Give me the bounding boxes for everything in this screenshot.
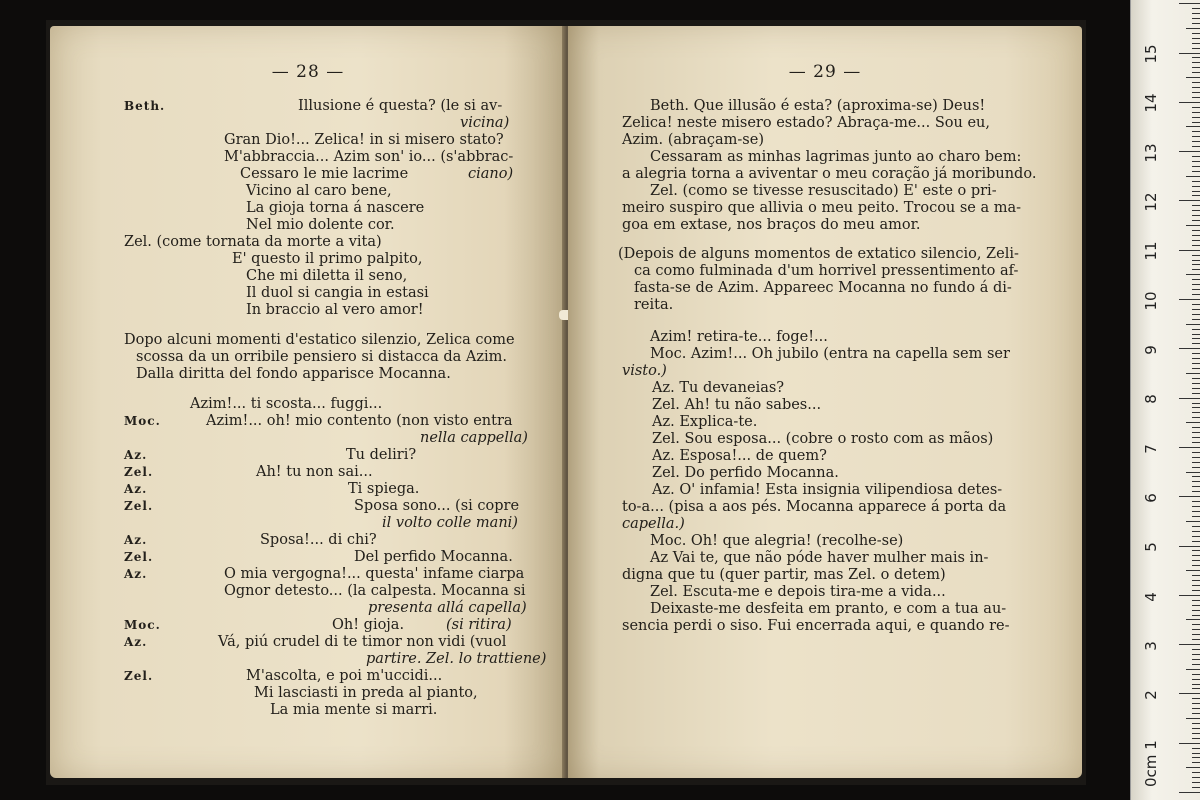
ruler-tick <box>1192 255 1200 256</box>
ruler-tick <box>1192 615 1200 616</box>
ruler-tick <box>1192 314 1200 315</box>
text-line: Zel. Escuta-me e depois tira-me a vida... <box>650 584 946 600</box>
ruler-tick <box>1192 72 1200 73</box>
ruler-tick <box>1186 77 1200 78</box>
text-line: Deixaste-me desfeita em pranto, e com a tua au- <box>650 601 1007 617</box>
ruler-tick <box>1192 146 1200 147</box>
ruler-tick <box>1192 738 1200 739</box>
text-line: Azim. (abraçam-se) <box>622 132 764 148</box>
ruler-tick <box>1192 43 1200 44</box>
ruler-tick <box>1192 659 1200 660</box>
ruler-tick <box>1192 703 1200 704</box>
ruler-tick <box>1192 358 1200 359</box>
ruler-tick <box>1179 398 1200 399</box>
ruler-tick <box>1192 728 1200 729</box>
ruler-tick <box>1192 329 1200 330</box>
ruler-tick <box>1192 733 1200 734</box>
ruler-tick <box>1186 225 1200 226</box>
ruler-tick <box>1192 23 1200 24</box>
ruler-tick <box>1179 546 1200 547</box>
open-book <box>46 20 1086 785</box>
text-line: Mi lasciasti in preda al pianto, <box>254 685 478 701</box>
text-line: Zel. (come tornata da morte a vita) <box>124 234 382 250</box>
text-line: meiro suspiro que allivia o meu peito. Trocou se a ma- <box>622 200 1022 216</box>
ruler-tick <box>1192 762 1200 763</box>
page-number: — 29 — <box>788 62 862 82</box>
ruler-tick <box>1186 619 1200 620</box>
ruler-tick <box>1192 304 1200 305</box>
ruler-tick <box>1192 368 1200 369</box>
ruler-tick <box>1192 664 1200 665</box>
text-line: Cessaro le mie lacrime <box>240 166 409 182</box>
text-line: La mia mente si marri. <box>270 702 438 718</box>
text-line: goa em extase, nos braços do meu amor. <box>622 217 921 233</box>
ruler-tick <box>1192 319 1200 320</box>
ruler-tick <box>1192 161 1200 162</box>
ruler-tick <box>1192 171 1200 172</box>
ruler-tick <box>1179 792 1200 793</box>
stage-direction: partire. Zel. lo trattiene) <box>366 651 547 667</box>
ruler-tick <box>1192 279 1200 280</box>
text-line: Az. Esposa!... de quem? <box>652 448 827 464</box>
ruler-tick <box>1192 181 1200 182</box>
ruler-tick <box>1192 131 1200 132</box>
ruler-tick <box>1192 432 1200 433</box>
ruler-tick <box>1192 486 1200 487</box>
ruler-tick <box>1192 205 1200 206</box>
ruler-tick <box>1192 501 1200 502</box>
ruler-tick <box>1192 585 1200 586</box>
speaker-label: Az. <box>124 567 148 581</box>
ruler-tick <box>1192 343 1200 344</box>
text-line: Az. Explica-te. <box>652 414 758 430</box>
ruler-tick <box>1192 457 1200 458</box>
ruler-number: 11 <box>1142 241 1160 261</box>
ruler-tick <box>1192 38 1200 39</box>
text-line: Beth. Que illusão é esta? (aproxima-se) Deus! <box>650 98 986 114</box>
ruler-tick <box>1192 378 1200 379</box>
ruler-number: 10 <box>1142 291 1160 311</box>
ruler-tick <box>1192 407 1200 408</box>
ruler-tick <box>1192 57 1200 58</box>
ruler-tick <box>1192 8 1200 9</box>
text-line: Ognor detesto... (la calpesta. Mocanna si <box>224 583 526 599</box>
ruler-tick <box>1192 33 1200 34</box>
text-line: Ah! tu non sai... <box>256 464 373 480</box>
ruler-tick <box>1186 669 1200 670</box>
ruler-tick <box>1192 777 1200 778</box>
ruler-tick <box>1186 472 1200 473</box>
ruler-tick <box>1192 195 1200 196</box>
text-line: In braccio al vero amor! <box>246 302 424 318</box>
ruler-number: 4 <box>1142 592 1160 602</box>
ruler-tick <box>1179 151 1200 152</box>
text-line: Az. O' infamia! Esta insignia vilipendiosa detes- <box>652 482 1003 498</box>
ruler-tick <box>1192 220 1200 221</box>
ruler-tick <box>1192 92 1200 93</box>
ruler-tick <box>1192 166 1200 167</box>
ruler-tick <box>1192 713 1200 714</box>
ruler-tick <box>1192 610 1200 611</box>
ruler-number: 8 <box>1142 394 1160 404</box>
ruler-tick <box>1192 412 1200 413</box>
text-line: Vicino al caro bene, <box>246 183 392 199</box>
ruler-tick <box>1179 200 1200 201</box>
ruler-tick <box>1192 481 1200 482</box>
ruler-tick <box>1192 210 1200 211</box>
stage-direction-paragraph: reita. <box>634 297 674 313</box>
ruler-tick <box>1186 422 1200 423</box>
ruler-tick <box>1192 294 1200 295</box>
speaker-label: Zel. <box>124 465 154 479</box>
stage-direction-paragraph: Dalla diritta del fondo apparisce Mocanna. <box>136 366 451 382</box>
ruler-tick <box>1192 437 1200 438</box>
ruler-tick <box>1192 334 1200 335</box>
ruler-tick <box>1192 541 1200 542</box>
ruler-tick <box>1192 442 1200 443</box>
ruler-number: 2 <box>1142 690 1160 700</box>
ruler-unit-label: 0cm <box>1142 754 1160 787</box>
speaker-label: Zel. <box>124 550 154 564</box>
ruler-tick <box>1179 447 1200 448</box>
ruler-tick <box>1192 565 1200 566</box>
ruler-tick <box>1192 748 1200 749</box>
stage-direction: capella.) <box>622 516 685 532</box>
ruler-tick <box>1192 674 1200 675</box>
ruler-tick <box>1192 782 1200 783</box>
ruler-tick <box>1179 743 1200 744</box>
stage-direction-paragraph: ca como fulminada d'um horrivel pressentimento af- <box>634 263 1019 279</box>
ruler-tick <box>1186 274 1200 275</box>
ruler-tick <box>1192 393 1200 394</box>
text-line: Ti spiega. <box>348 481 420 497</box>
text-line: Moc. Oh! que alegria! (recolhe-se) <box>650 533 904 549</box>
ruler-number: 13 <box>1142 143 1160 163</box>
speaker-label: Zel. <box>124 499 154 513</box>
speaker-label: Az. <box>124 533 148 547</box>
ruler-tick <box>1192 684 1200 685</box>
ruler-tick <box>1192 698 1200 699</box>
ruler-tick <box>1192 240 1200 241</box>
ruler-tick <box>1186 126 1200 127</box>
ruler-tick <box>1192 600 1200 601</box>
ruler-tick <box>1192 560 1200 561</box>
ruler-tick <box>1192 639 1200 640</box>
ruler-tick <box>1192 191 1200 192</box>
ruler-tick <box>1192 516 1200 517</box>
ruler-tick <box>1192 476 1200 477</box>
ruler-tick <box>1179 348 1200 349</box>
speaker-label: Zel. <box>124 669 154 683</box>
stage-direction: visto.) <box>622 363 667 379</box>
ruler-number: 12 <box>1142 192 1160 212</box>
ruler-number: 9 <box>1142 345 1160 355</box>
ruler-tick <box>1192 634 1200 635</box>
ruler-tick <box>1186 28 1200 29</box>
stage-direction-paragraph: fasta-se de Azim. Appareec Mocanna no fundo á di- <box>634 280 1012 296</box>
ruler-tick <box>1192 289 1200 290</box>
ruler-tick <box>1186 324 1200 325</box>
ruler-tick <box>1192 467 1200 468</box>
ruler-tick <box>1179 693 1200 694</box>
ruler-tick <box>1192 363 1200 364</box>
text-line: Zel. Sou esposa... (cobre o rosto com as mãos) <box>652 431 994 447</box>
ruler-tick <box>1192 112 1200 113</box>
ruler-tick <box>1192 235 1200 236</box>
text-line: Zel. Ah! tu não sabes... <box>652 397 822 413</box>
ruler-tick <box>1192 284 1200 285</box>
ruler-tick <box>1192 511 1200 512</box>
text-line: Oh! gioja. <box>332 617 405 633</box>
ruler-tick <box>1192 462 1200 463</box>
stage-direction-paragraph: Dopo alcuni momenti d'estatico silenzio, Zelica come <box>124 332 515 348</box>
measuring-ruler <box>1130 0 1200 800</box>
ruler-tick <box>1179 3 1200 4</box>
ruler-tick <box>1192 186 1200 187</box>
ruler-tick <box>1192 654 1200 655</box>
text-line: Moc. Azim!... Oh jubilo (entra na capella sem ser <box>650 346 1010 362</box>
ruler-number: 6 <box>1142 493 1160 503</box>
text-line: O mia vergogna!... questa' infame ciarpa <box>224 566 525 582</box>
text-line: digna que tu (quer partir, mas Zel. o detem) <box>622 567 946 583</box>
text-line: Vá, piú crudel di te timor non vidi (vuol <box>218 634 507 650</box>
speaker-label: Az. <box>124 482 148 496</box>
ruler-tick <box>1192 13 1200 14</box>
ruler-tick <box>1192 136 1200 137</box>
text-line: Azim!... oh! mio contento (non visto entra <box>206 413 513 429</box>
text-line: Zel. (como se tivesse resuscitado) E' este o pri- <box>650 183 997 199</box>
ruler-tick <box>1186 373 1200 374</box>
text-line: Sposa sono... (si copre <box>354 498 520 514</box>
ruler-tick <box>1192 107 1200 108</box>
ruler-tick <box>1192 575 1200 576</box>
text-line: M'ascolta, e poi m'uccidi... <box>246 668 443 684</box>
text-line: Az Vai te, que não póde haver mulher mais in- <box>650 550 989 566</box>
stage-direction: presenta allá capella) <box>368 600 527 616</box>
ruler-tick <box>1192 427 1200 428</box>
ruler-tick <box>1186 767 1200 768</box>
text-line: Az. Tu devaneias? <box>652 380 785 396</box>
stage-direction-paragraph: (Depois de alguns momentos de extatico silencio, Zeli- <box>618 246 1019 262</box>
ruler-tick <box>1192 580 1200 581</box>
ruler-tick <box>1192 353 1200 354</box>
ruler-tick <box>1179 250 1200 251</box>
ruler-tick <box>1192 550 1200 551</box>
ruler-tick <box>1192 18 1200 19</box>
ruler-tick <box>1192 688 1200 689</box>
text-line: Nel mio dolente cor. <box>246 217 395 233</box>
ruler-number: 5 <box>1142 542 1160 552</box>
ruler-tick <box>1192 215 1200 216</box>
ruler-tick <box>1192 624 1200 625</box>
page-number: — 28 — <box>271 62 345 82</box>
ruler-tick <box>1192 787 1200 788</box>
text-line: La gioja torna á nascere <box>246 200 425 216</box>
stage-direction: (si ritira) <box>446 617 512 633</box>
ruler-tick <box>1192 245 1200 246</box>
text-line: Che mi diletta il seno, <box>246 268 408 284</box>
text-line: to-a... (pisa a aos pés. Mocanna apparece á porta da <box>622 499 1007 515</box>
ruler-tick <box>1192 723 1200 724</box>
ruler-tick <box>1192 403 1200 404</box>
ruler-tick <box>1192 708 1200 709</box>
text-line: Tu deliri? <box>346 447 417 463</box>
ruler-tick <box>1192 388 1200 389</box>
ruler-tick <box>1186 521 1200 522</box>
stage-direction: nella cappella) <box>420 430 528 446</box>
ruler-number: 3 <box>1142 641 1160 651</box>
text-line: Del perfido Mocanna. <box>354 549 513 565</box>
ruler-number: 15 <box>1142 44 1160 64</box>
speaker-label: Beth. <box>124 99 166 113</box>
text-line: Azim! retira-te... foge!... <box>650 329 828 345</box>
text-line: a alegria torna a aviventar o meu coração já moribundo. <box>622 166 1037 182</box>
text-line: Azim!... ti scosta... fuggi... <box>190 396 383 412</box>
ruler-tick <box>1192 605 1200 606</box>
ruler-tick <box>1192 383 1200 384</box>
speaker-label: Az. <box>124 448 148 462</box>
ruler-tick <box>1179 102 1200 103</box>
ruler-tick <box>1192 506 1200 507</box>
ruler-tick <box>1192 649 1200 650</box>
ruler-tick <box>1179 644 1200 645</box>
ruler-tick <box>1192 526 1200 527</box>
ruler-tick <box>1179 299 1200 300</box>
ruler-tick <box>1192 269 1200 270</box>
ruler-tick <box>1192 122 1200 123</box>
ruler-tick <box>1192 62 1200 63</box>
ruler-tick <box>1192 590 1200 591</box>
speaker-label: Moc. <box>124 414 161 428</box>
ruler-tick <box>1192 230 1200 231</box>
ruler-tick <box>1192 772 1200 773</box>
stage-direction: vicina) <box>460 115 510 131</box>
ruler-tick <box>1192 531 1200 532</box>
right-page <box>568 26 1082 778</box>
ruler-tick <box>1192 629 1200 630</box>
ruler-tick <box>1192 141 1200 142</box>
stage-direction-paragraph: scossa da un orribile pensiero si distacca da Azim. <box>136 349 508 365</box>
ruler-tick <box>1192 82 1200 83</box>
ruler-number: 1 <box>1142 740 1160 750</box>
ruler-tick <box>1192 87 1200 88</box>
text-line: Illusione é questa? (le si av- <box>298 98 503 114</box>
ruler-tick <box>1192 753 1200 754</box>
left-page <box>50 26 566 778</box>
ruler-tick <box>1179 496 1200 497</box>
ruler-tick <box>1192 338 1200 339</box>
ruler-tick <box>1192 156 1200 157</box>
ruler-tick <box>1192 48 1200 49</box>
ruler-tick <box>1186 176 1200 177</box>
ruler-tick <box>1192 536 1200 537</box>
ruler-number: 7 <box>1142 444 1160 454</box>
stage-direction: ciano) <box>468 166 514 182</box>
ruler-tick <box>1192 417 1200 418</box>
ruler-tick <box>1192 491 1200 492</box>
text-line: Zel. Do perfido Mocanna. <box>652 465 839 481</box>
ruler-tick <box>1192 117 1200 118</box>
text-line: Zelica! neste misero estado? Abraça-me... Sou eu, <box>622 115 990 131</box>
text-line: M'abbraccia... Azim son' io... (s'abbrac- <box>224 149 514 165</box>
ruler-tick <box>1192 97 1200 98</box>
ruler-tick <box>1192 555 1200 556</box>
text-line: Gran Dio!... Zelica! in si misero stato? <box>224 132 504 148</box>
text-line: Sposa!... di chi? <box>260 532 377 548</box>
ruler-number: 14 <box>1142 93 1160 113</box>
text-line: Cessaram as minhas lagrimas junto ao charo bem: <box>650 149 1022 165</box>
ruler-tick <box>1179 595 1200 596</box>
speaker-label: Moc. <box>124 618 161 632</box>
text-line: Il duol si cangia in estasi <box>246 285 429 301</box>
ruler-tick <box>1192 757 1200 758</box>
ruler-tick <box>1192 264 1200 265</box>
ruler-tick <box>1192 452 1200 453</box>
ruler-tick <box>1192 67 1200 68</box>
text-line: E' questo il primo palpito, <box>232 251 423 267</box>
ruler-tick <box>1192 679 1200 680</box>
ruler-tick <box>1192 260 1200 261</box>
stage-direction: il volto colle mani) <box>382 515 518 531</box>
ruler-tick <box>1192 309 1200 310</box>
ruler-tick <box>1179 53 1200 54</box>
ruler-tick <box>1186 570 1200 571</box>
text-line: sencia perdi o siso. Fui encerrada aqui, e quando re- <box>622 618 1010 634</box>
speaker-label: Az. <box>124 635 148 649</box>
ruler-tick <box>1186 718 1200 719</box>
